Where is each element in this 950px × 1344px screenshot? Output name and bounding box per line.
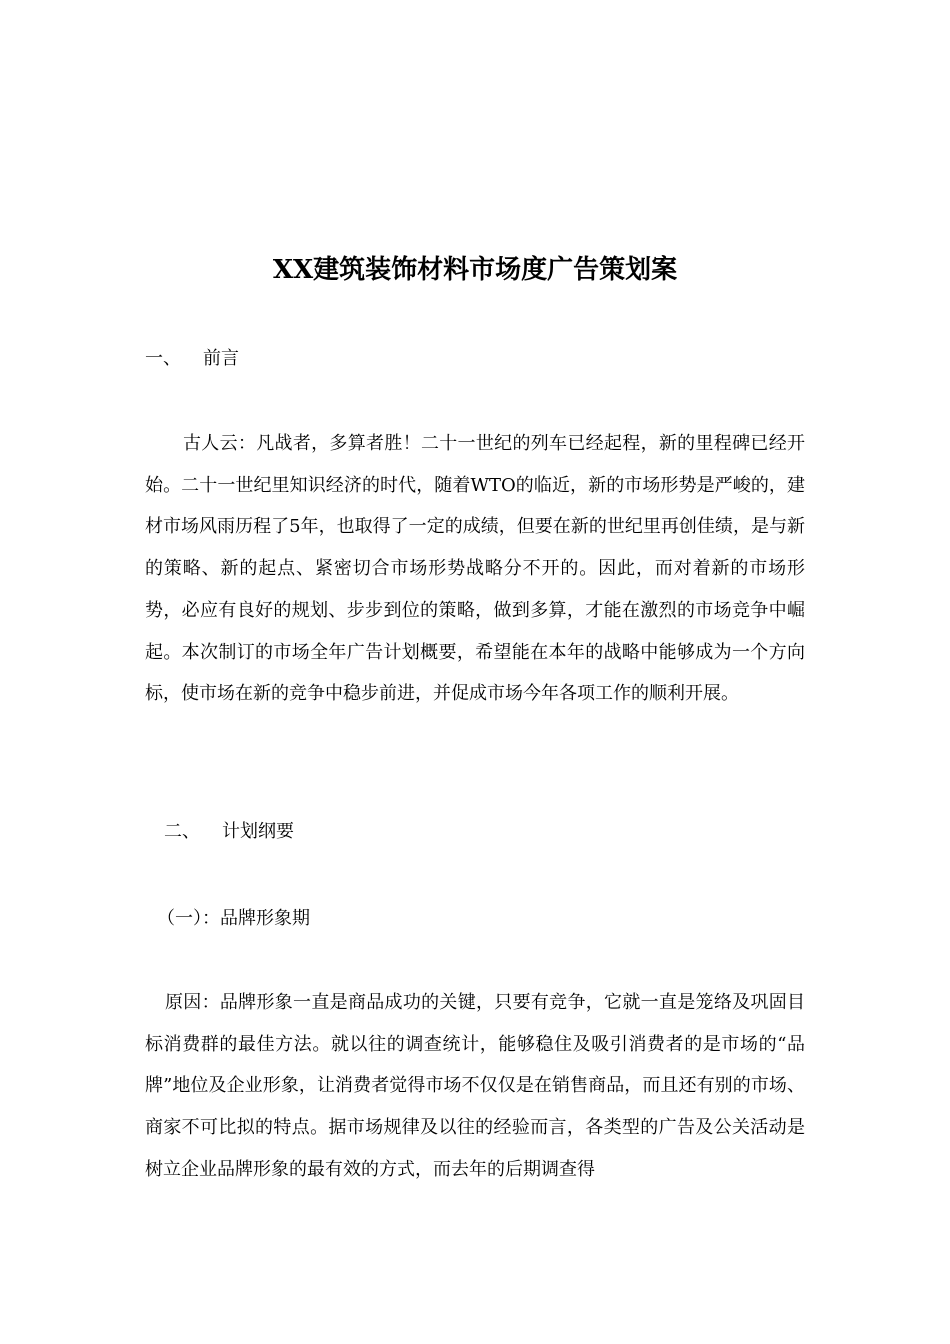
subsection-heading-brand-image: （一）：品牌形象期 xyxy=(157,908,310,929)
reason-paragraph: 原因：品牌形象一直是商品成功的关键，只要有竞争，它就一直是笼络及巩固目标消费群的最佳方法。就以往的调查统计，能够稳住及吸引消费者的是市场的“品牌”地位及企业形象，让消费者觉得市场不仅仅是在销售商品，而且还有别的市场、商家不可比拟的特点。据市场规律及以往的经验而言，各类型的广告及公关活动是树立企业品牌形象的最有效的方式，而去年的后期调查得 xyxy=(145,992,805,1180)
section-label: 前言 xyxy=(203,348,239,369)
section-number: 一、 xyxy=(145,348,181,369)
section-number: 二、 xyxy=(164,821,200,842)
preface-paragraph: 古人云：凡战者，多算者胜！二十一世纪的列车已经起程，新的里程碑已经开始。二十一世纪里知识经济的时代，随着WTO的临近，新的市场形势是严峻的，建材市场风雨历程了5年，也取得了一定的成绩，但要在新的世纪里再创佳绩，是与新的策略、新的起点、紧密切合市场形势战略分不开的。因此，而对着新的市场形势，必应有良好的规划、步步到位的策略，做到多算，才能在激烈的市场竞争中崛起。本次制订的市场全年广告计划概要，希望能在本年的战略中能够成为一个方向标，使市场在新的竞争中稳步前进，并促成市场今年各项工作的顺利开展。 xyxy=(145,433,805,705)
section-heading-preface xyxy=(145,347,239,371)
document-title: XX建筑装饰材料市场度广告策划案 xyxy=(272,255,678,285)
section-label: 计划纲要 xyxy=(222,821,294,842)
section-heading-plan-outline xyxy=(164,820,294,844)
